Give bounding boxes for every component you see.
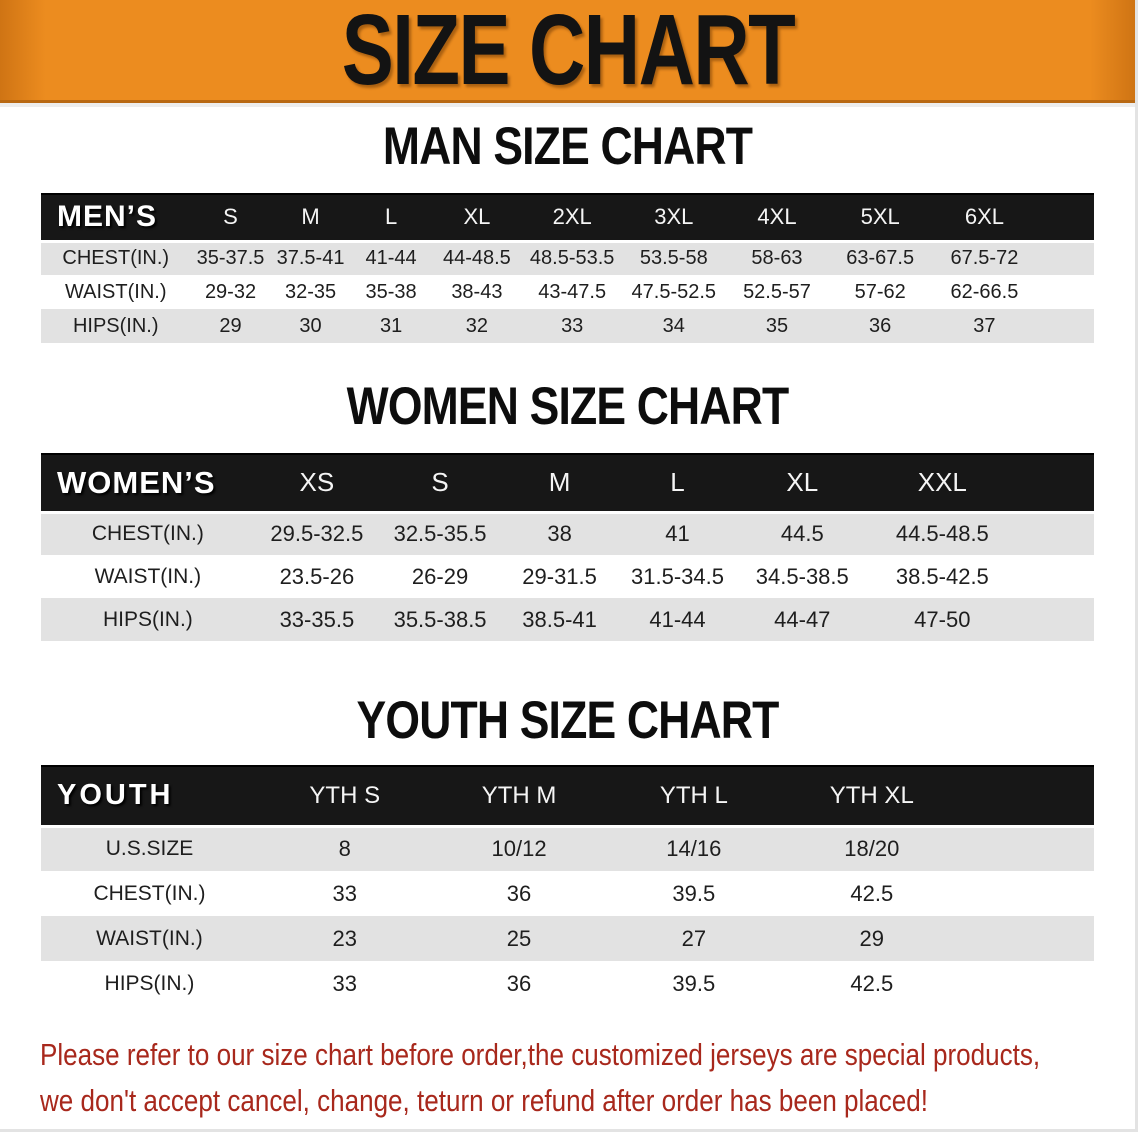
measurement-value: 35-37.5 bbox=[191, 241, 271, 275]
measurement-label: HIPS(IN.) bbox=[41, 309, 191, 343]
measurement-value: 47-50 bbox=[868, 598, 1018, 641]
measurement-row bbox=[41, 512, 1094, 555]
measurement-value: 44-48.5 bbox=[432, 241, 523, 275]
measurement-label: CHEST(IN.) bbox=[41, 512, 255, 555]
spacer-cell bbox=[962, 766, 1094, 826]
size-column-header: S bbox=[379, 454, 501, 512]
measurement-value: 63-67.5 bbox=[829, 241, 932, 275]
spacer-cell bbox=[962, 916, 1094, 961]
measurement-label: WAIST(IN.) bbox=[41, 275, 191, 309]
measurement-value: 44.5-48.5 bbox=[868, 512, 1018, 555]
measurement-value: 26-29 bbox=[379, 555, 501, 598]
measurement-value: 44.5 bbox=[737, 512, 868, 555]
measurement-value: 38.5-42.5 bbox=[868, 555, 1018, 598]
measurement-value: 23.5-26 bbox=[255, 555, 379, 598]
measurement-value: 44-47 bbox=[737, 598, 868, 641]
spacer-cell bbox=[1017, 512, 1094, 555]
man-size-chart-title: MAN SIZE CHART bbox=[382, 117, 753, 176]
measurement-row bbox=[41, 598, 1094, 641]
spacer-cell bbox=[1017, 555, 1094, 598]
measurement-value: 23 bbox=[258, 916, 432, 961]
disclaimer-line-1: Please refer to our size chart before order,the customized jerseys are special products, bbox=[40, 1037, 1041, 1072]
measurement-row bbox=[41, 916, 1094, 961]
measurement-value: 37.5-41 bbox=[271, 241, 351, 275]
measurement-row bbox=[41, 871, 1094, 916]
measurement-value: 39.5 bbox=[606, 871, 781, 916]
youth-size-table bbox=[41, 765, 1094, 1006]
measurement-value: 35 bbox=[725, 309, 828, 343]
size-header-row bbox=[41, 194, 1094, 241]
measurement-value: 39.5 bbox=[606, 961, 781, 1006]
measurement-label: WAIST(IN.) bbox=[41, 555, 255, 598]
measurement-value: 53.5-58 bbox=[622, 241, 725, 275]
size-column-header: YTH L bbox=[606, 766, 781, 826]
spacer-cell bbox=[1017, 454, 1094, 512]
measurement-value: 27 bbox=[606, 916, 781, 961]
measurement-value: 52.5-57 bbox=[725, 275, 828, 309]
size-column-header: XXL bbox=[868, 454, 1018, 512]
measurement-value: 58-63 bbox=[725, 241, 828, 275]
measurement-value: 43-47.5 bbox=[522, 275, 622, 309]
measurement-value: 29.5-32.5 bbox=[255, 512, 379, 555]
size-column-header: L bbox=[351, 194, 432, 241]
measurement-value: 38.5-41 bbox=[501, 598, 618, 641]
measurement-value: 42.5 bbox=[781, 961, 962, 1006]
spacer-cell bbox=[962, 871, 1094, 916]
measurement-value: 31 bbox=[351, 309, 432, 343]
disclaimer-line-2: we don't accept cancel, change, teturn or refund after order has been placed! bbox=[40, 1083, 929, 1118]
table-corner-label: WOMEN’S bbox=[41, 454, 255, 512]
measurement-value: 29-32 bbox=[191, 275, 271, 309]
measurement-value: 18/20 bbox=[781, 826, 962, 871]
size-column-header: S bbox=[191, 194, 271, 241]
spacer-cell bbox=[1037, 309, 1094, 343]
measurement-value: 14/16 bbox=[606, 826, 781, 871]
measurement-row bbox=[41, 275, 1094, 309]
measurement-value: 29 bbox=[191, 309, 271, 343]
measurement-value: 38-43 bbox=[432, 275, 523, 309]
size-column-header: XL bbox=[737, 454, 868, 512]
measurement-value: 36 bbox=[432, 961, 607, 1006]
measurement-value: 8 bbox=[258, 826, 432, 871]
spacer-cell bbox=[1037, 194, 1094, 241]
measurement-label: CHEST(IN.) bbox=[41, 871, 258, 916]
size-column-header: 3XL bbox=[622, 194, 725, 241]
measurement-label: WAIST(IN.) bbox=[41, 916, 258, 961]
measurement-value: 47.5-52.5 bbox=[622, 275, 725, 309]
measurement-value: 35-38 bbox=[351, 275, 432, 309]
measurement-row bbox=[41, 309, 1094, 343]
men-size-table bbox=[41, 193, 1094, 343]
size-column-header: YTH S bbox=[258, 766, 432, 826]
measurement-value: 42.5 bbox=[781, 871, 962, 916]
measurement-value: 41 bbox=[618, 512, 737, 555]
measurement-value: 10/12 bbox=[432, 826, 607, 871]
men-size-table-wrap bbox=[41, 193, 1094, 343]
measurement-value: 62-66.5 bbox=[932, 275, 1037, 309]
measurement-value: 32.5-35.5 bbox=[379, 512, 501, 555]
spacer-cell bbox=[962, 826, 1094, 871]
size-column-header: 4XL bbox=[725, 194, 828, 241]
measurement-value: 37 bbox=[932, 309, 1037, 343]
spacer-cell bbox=[1037, 241, 1094, 275]
measurement-value: 30 bbox=[271, 309, 351, 343]
measurement-value: 35.5-38.5 bbox=[379, 598, 501, 641]
banner-title: SIZE CHART bbox=[341, 0, 794, 106]
size-header-row bbox=[41, 766, 1094, 826]
measurement-value: 29-31.5 bbox=[501, 555, 618, 598]
measurement-value: 33 bbox=[258, 961, 432, 1006]
spacer-cell bbox=[962, 961, 1094, 1006]
measurement-label: CHEST(IN.) bbox=[41, 241, 191, 275]
measurement-value: 36 bbox=[432, 871, 607, 916]
size-chart-banner bbox=[0, 0, 1135, 106]
size-column-header: L bbox=[618, 454, 737, 512]
measurement-label: HIPS(IN.) bbox=[41, 598, 255, 641]
size-column-header: M bbox=[501, 454, 618, 512]
youth-size-table-wrap bbox=[41, 765, 1094, 1006]
measurement-value: 41-44 bbox=[351, 241, 432, 275]
measurement-value: 48.5-53.5 bbox=[522, 241, 622, 275]
measurement-value: 41-44 bbox=[618, 598, 737, 641]
youth-size-chart-title: YOUTH SIZE CHART bbox=[356, 691, 779, 750]
size-column-header: 6XL bbox=[932, 194, 1037, 241]
measurement-value: 32 bbox=[432, 309, 523, 343]
women-size-chart-title: WOMEN SIZE CHART bbox=[346, 377, 789, 436]
measurement-value: 25 bbox=[432, 916, 607, 961]
spacer-cell bbox=[1017, 598, 1094, 641]
size-column-header: YTH XL bbox=[781, 766, 962, 826]
table-corner-label: YOUTH bbox=[41, 766, 258, 826]
measurement-row bbox=[41, 241, 1094, 275]
measurement-value: 29 bbox=[781, 916, 962, 961]
measurement-value: 38 bbox=[501, 512, 618, 555]
measurement-value: 32-35 bbox=[271, 275, 351, 309]
measurement-value: 31.5-34.5 bbox=[618, 555, 737, 598]
size-column-header: YTH M bbox=[432, 766, 607, 826]
measurement-value: 57-62 bbox=[829, 275, 932, 309]
measurement-value: 33 bbox=[522, 309, 622, 343]
measurement-row bbox=[41, 961, 1094, 1006]
measurement-label: HIPS(IN.) bbox=[41, 961, 258, 1006]
size-header-row bbox=[41, 454, 1094, 512]
measurement-value: 67.5-72 bbox=[932, 241, 1037, 275]
size-column-header: 5XL bbox=[829, 194, 932, 241]
measurement-value: 34.5-38.5 bbox=[737, 555, 868, 598]
measurement-row bbox=[41, 826, 1094, 871]
women-size-table-wrap bbox=[41, 453, 1094, 641]
spacer-cell bbox=[1037, 275, 1094, 309]
size-column-header: M bbox=[271, 194, 351, 241]
measurement-value: 34 bbox=[622, 309, 725, 343]
measurement-label: U.S.SIZE bbox=[41, 826, 258, 871]
measurement-row bbox=[41, 555, 1094, 598]
size-column-header: XL bbox=[432, 194, 523, 241]
table-corner-label: MEN’S bbox=[41, 194, 191, 241]
size-column-header: 2XL bbox=[522, 194, 622, 241]
measurement-value: 33-35.5 bbox=[255, 598, 379, 641]
women-size-table bbox=[41, 453, 1094, 641]
size-column-header: XS bbox=[255, 454, 379, 512]
disclaimer-note bbox=[40, 1032, 1115, 1124]
measurement-value: 36 bbox=[829, 309, 932, 343]
measurement-value: 33 bbox=[258, 871, 432, 916]
